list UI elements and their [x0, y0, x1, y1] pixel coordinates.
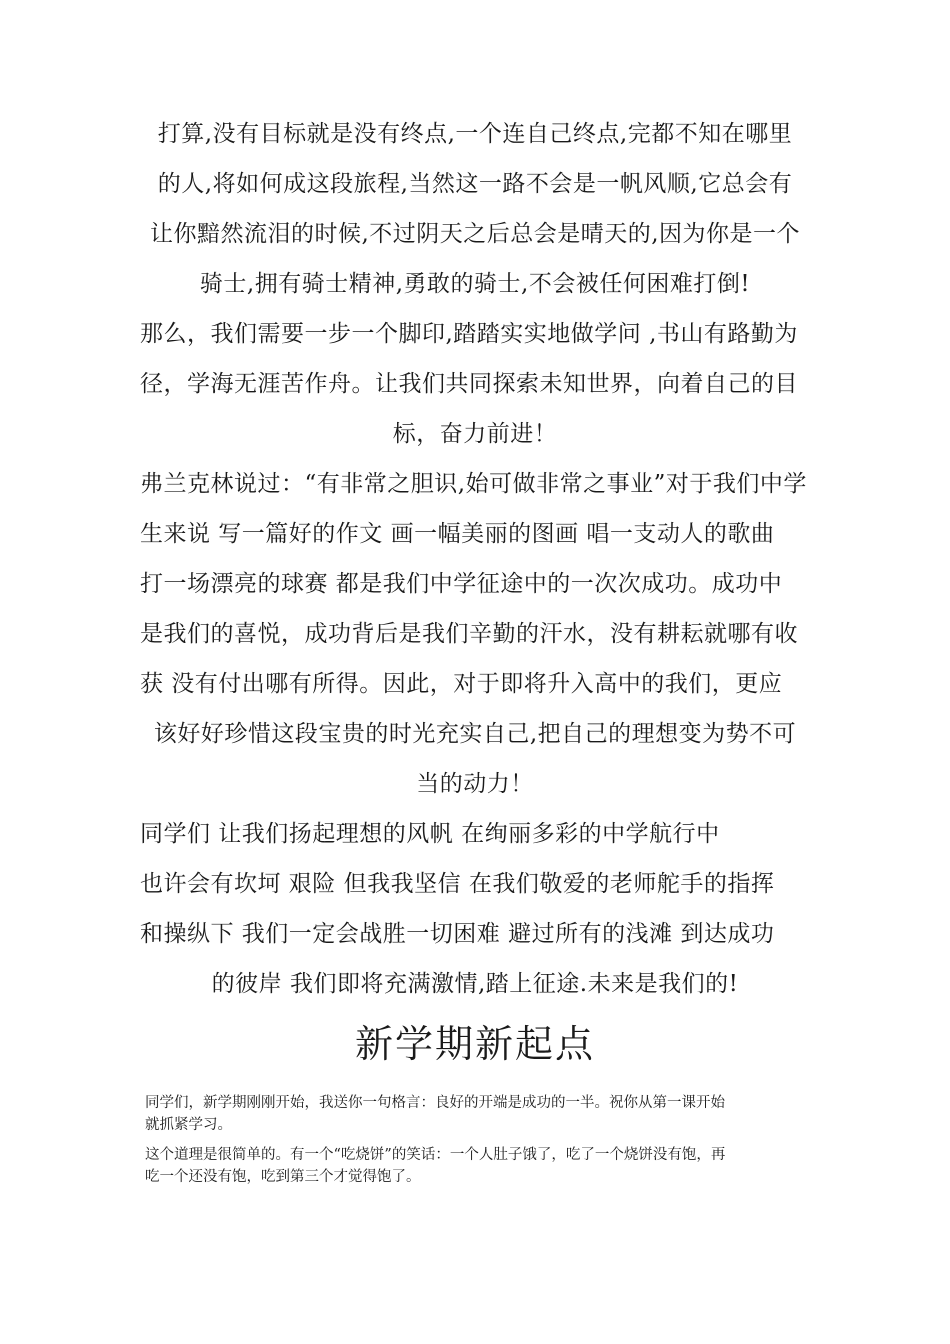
small-text-line: 就抓紧学习。 — [145, 1117, 232, 1133]
text-line: 径，学海无涯苦作舟。让我们共同探索未知世界，向着自己的目 — [140, 371, 798, 397]
text-line: 当的动力！ — [416, 771, 534, 797]
small-text-line: 这个道理是很简单的。有一个“吃烧饼”的笑话：一个人肚子饿了，吃了一个烧饼没有饱，再 — [145, 1147, 726, 1163]
text-line: 也许会有坎坷 艰险 但我我坚信 在我们敬爱的老师舵手的指挥 — [140, 871, 775, 897]
text-line: 那么，我们需要一步一个脚印,踏踏实实地做学问 ,书山有路勤为 — [140, 321, 798, 347]
text-line: 同学们 让我们扬起理想的风帆 在绚丽多彩的中学航行中 — [140, 821, 720, 847]
section-title: 新学期新起点 — [354, 1022, 595, 1066]
text-line: 骑士,拥有骑士精神,勇敢的骑士,不会被任何困难打倒! — [199, 271, 751, 297]
small-text-line: 吃一个还没有饱，吃到第三个才觉得饱了。 — [145, 1169, 421, 1185]
text-line: 生来说 写一篇好的作文 画一幅美丽的图画 唱一支动人的歌曲 — [140, 521, 775, 547]
text-line: 获 没有付出哪有所得。因此，对于即将升入高中的我们，更应 — [140, 671, 783, 697]
text-line: 和操纵下 我们一定会战胜一切困难 避过所有的浅滩 到达成功 — [140, 921, 775, 947]
text-line: 是我们的喜悦，成功背后是我们辛勤的汗水，没有耕耘就哪有收 — [140, 621, 798, 647]
text-line: 打算,没有目标就是没有终点,一个连自己终点,完都不知在哪里 — [157, 121, 793, 147]
text-line: 标，奋力前进！ — [392, 421, 558, 447]
text-line: 让你黯然流泪的时候,不过阴天之后总会是晴天的,因为你是一个 — [149, 221, 801, 247]
text-line: 该好好珍惜这段宝贵的时光充实自己,把自己的理想变为势不可 — [153, 721, 797, 747]
small-text-line: 同学们，新学期刚刚开始，我送你一句格言：良好的开端是成功的一半。祝你从第一课开始 — [145, 1095, 725, 1111]
text-line: 弗兰克林说过：“有非常之胆识,始可做非常之事业”对于我们中学 — [140, 471, 807, 497]
text-line: 打一场漂亮的球赛 都是我们中学征途中的一次次成功。成功中 — [140, 571, 783, 597]
text-line: 的人,将如何成这段旅程,当然这一路不会是一帆风顺,它总会有 — [157, 171, 793, 197]
text-line: 的彼岸 我们即将充满激情,踏上征途.未来是我们的! — [211, 971, 739, 997]
